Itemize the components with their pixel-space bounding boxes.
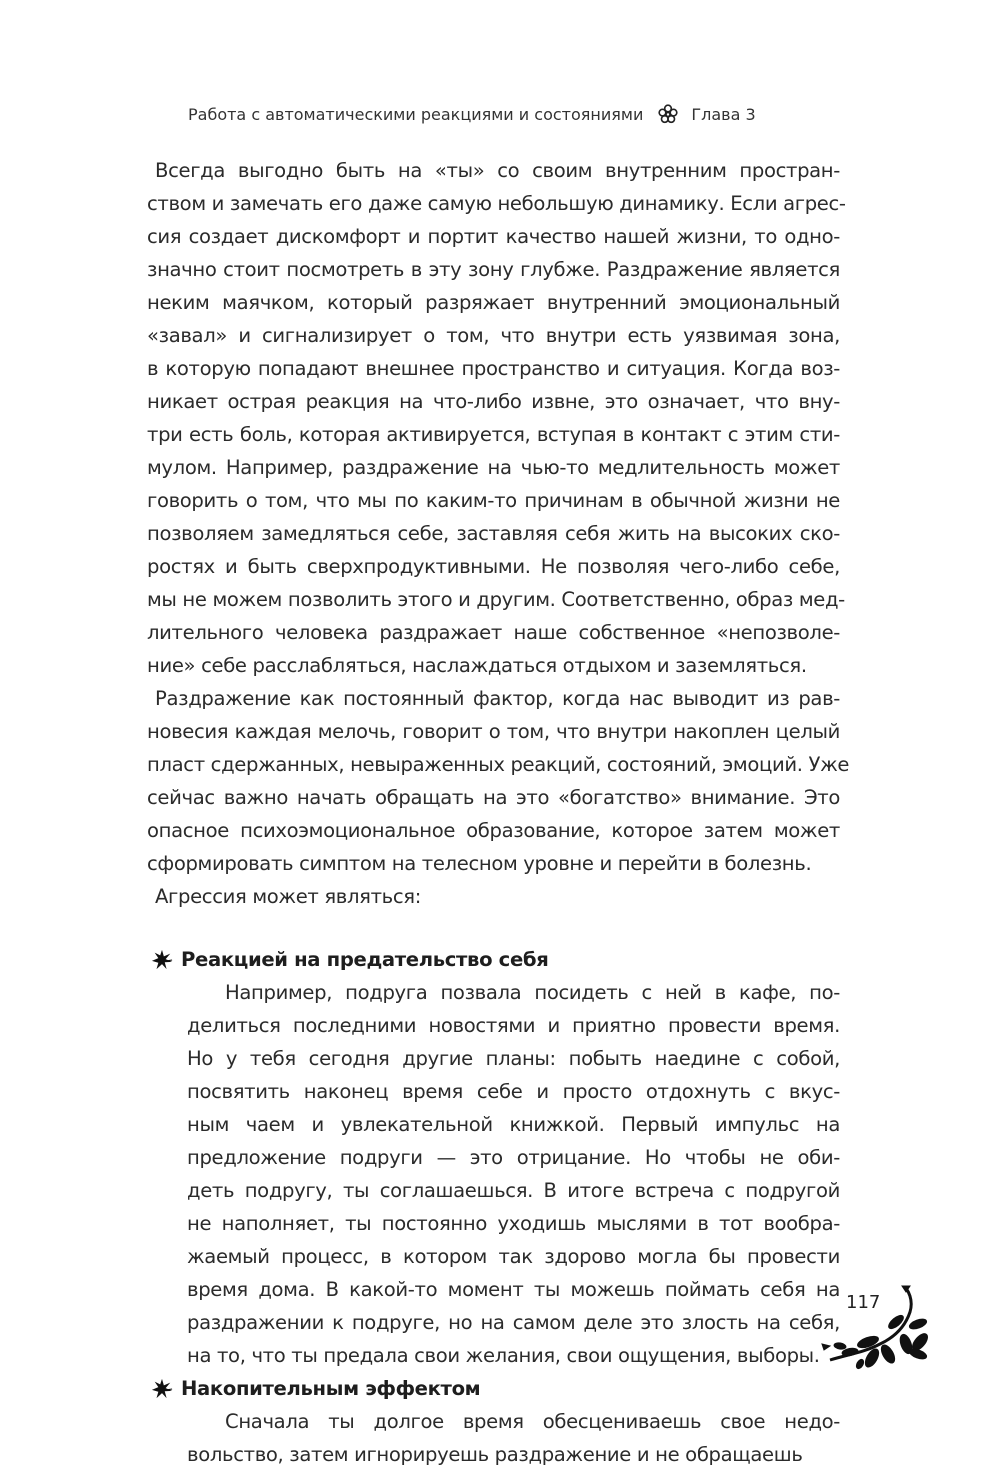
bullet-item bbox=[147, 1372, 840, 1471]
text-line: Но у тебя сегодня другие планы: побыть наедине с собой, bbox=[187, 1047, 840, 1070]
running-header bbox=[188, 100, 788, 128]
bullet-heading bbox=[151, 1372, 840, 1405]
text-line: в которую попадают внешнее пространство и ситуация. Когда воз- bbox=[147, 357, 840, 380]
text-line: Всегда выгодно быть на «ты» со своим внутренним простран- bbox=[155, 159, 840, 182]
paragraph-2 bbox=[147, 682, 850, 880]
text-line: Например, подруга позвала посидеть с ней в кафе, по- bbox=[225, 981, 840, 1004]
bullet-heading-text: Реакцией на предательство себя bbox=[181, 948, 549, 971]
chapter-label: Глава 3 bbox=[691, 104, 756, 124]
flower-icon bbox=[657, 103, 679, 125]
text-line: Раздражение как постоянный фактор, когда нас выводит из рав- bbox=[155, 687, 840, 710]
text-line: сейчас важно начать обращать на это «богатство» внимание. Это bbox=[147, 786, 840, 809]
text-line: вольство, затем игнорируешь раздражение и не обращаешь bbox=[187, 1443, 803, 1466]
star-leaf-icon bbox=[151, 949, 173, 971]
text-line: говорить о том, что мы по каким-то причинам в обычной жизни не bbox=[147, 489, 840, 512]
text-line: мы не можем позволить этого и другим. Соответственно, образ мед- bbox=[147, 588, 845, 611]
text-line: сформировать симптом на телесном уровне и перейти в болезнь. bbox=[147, 852, 812, 875]
text-line: время дома. В какой-то момент ты можешь поймать себя на bbox=[187, 1278, 840, 1301]
vine-ornament-icon bbox=[810, 1282, 940, 1392]
section-title: Работа с автоматическими реакциями и состояниями bbox=[188, 104, 644, 124]
text-line: посвятить наконец время себе и просто отдохнуть с вкус- bbox=[187, 1080, 840, 1103]
paragraph-3 bbox=[147, 880, 840, 913]
text-line: сия создает дискомфорт и портит качество нашей жизни, то одно- bbox=[147, 225, 840, 248]
text-line: новесия каждая мелочь, говорит о том, что внутри накоплен целый bbox=[147, 720, 840, 743]
bullet-body bbox=[187, 1405, 840, 1471]
text-line: на то, что ты предала свои желания, свои ощущения, выборы. bbox=[187, 1344, 820, 1367]
text-line: не наполняет, ты постоянно уходишь мыслями в тот вообра- bbox=[187, 1212, 840, 1235]
text-line: три есть боль, которая активируется, вступая в контакт с этим сти- bbox=[147, 423, 840, 446]
text-line: мулом. Например, раздражение на чью-то медлительность может bbox=[147, 456, 840, 479]
text-line: лительного человека раздражает наше собственное «непозволе- bbox=[147, 621, 840, 644]
star-leaf-icon bbox=[151, 1378, 173, 1400]
text-line: пласт сдержанных, невыраженных реакций, состояний, эмоций. Уже bbox=[147, 753, 850, 776]
text-line: никает острая реакция на что-либо извне, это означает, что вну- bbox=[147, 390, 840, 413]
text-line: жаемый процесс, в котором так здорово могла бы провести bbox=[187, 1245, 840, 1268]
text-line: опасное психоэмоциональное образование, которое затем может bbox=[147, 819, 840, 842]
text-line: раздражении к подруге, но на самом деле это злость на себя, bbox=[187, 1311, 840, 1334]
text-line: «завал» и сигнализирует о том, что внутри есть уязвимая зона, bbox=[147, 324, 840, 347]
text-line: ством и замечать его даже самую небольшую динамику. Если агрес- bbox=[147, 192, 846, 215]
page-number: 117 bbox=[846, 1292, 881, 1313]
page-body bbox=[147, 154, 850, 1471]
text-line: позволяем замедляться себе, заставляя себя жить на высоких ско- bbox=[147, 522, 840, 545]
text-line: Агрессия может являться: bbox=[155, 885, 421, 908]
bullet-heading bbox=[151, 943, 840, 976]
text-line: Сначала ты долгое время обесцениваешь свое недо- bbox=[225, 1410, 840, 1433]
text-line: предложение подруги — это отрицание. Но чтобы не оби- bbox=[187, 1146, 840, 1169]
text-line: деть подругу, ты соглашаешься. В итоге встреча с подругой bbox=[187, 1179, 840, 1202]
text-line: ростях и быть сверхпродуктивными. Не позволяя чего-либо себе, bbox=[147, 555, 840, 578]
bullet-heading-text: Накопительным эффектом bbox=[181, 1377, 481, 1400]
paragraph-1 bbox=[147, 154, 846, 682]
text-line: неким маячком, который разряжает внутренний эмоциональный bbox=[147, 291, 840, 314]
bullet-item bbox=[147, 943, 840, 1372]
text-line: ние» себе расслабляться, наслаждаться отдыхом и заземляться. bbox=[147, 654, 807, 677]
text-line: ным чаем и увлекательной книжкой. Первый импульс на bbox=[187, 1113, 840, 1136]
bullet-body bbox=[187, 976, 840, 1372]
text-line: значно стоит посмотреть в эту зону глубже. Раздражение является bbox=[147, 258, 840, 281]
page-footer bbox=[810, 1282, 940, 1392]
text-line: делиться последними новостями и приятно провести время. bbox=[187, 1014, 840, 1037]
